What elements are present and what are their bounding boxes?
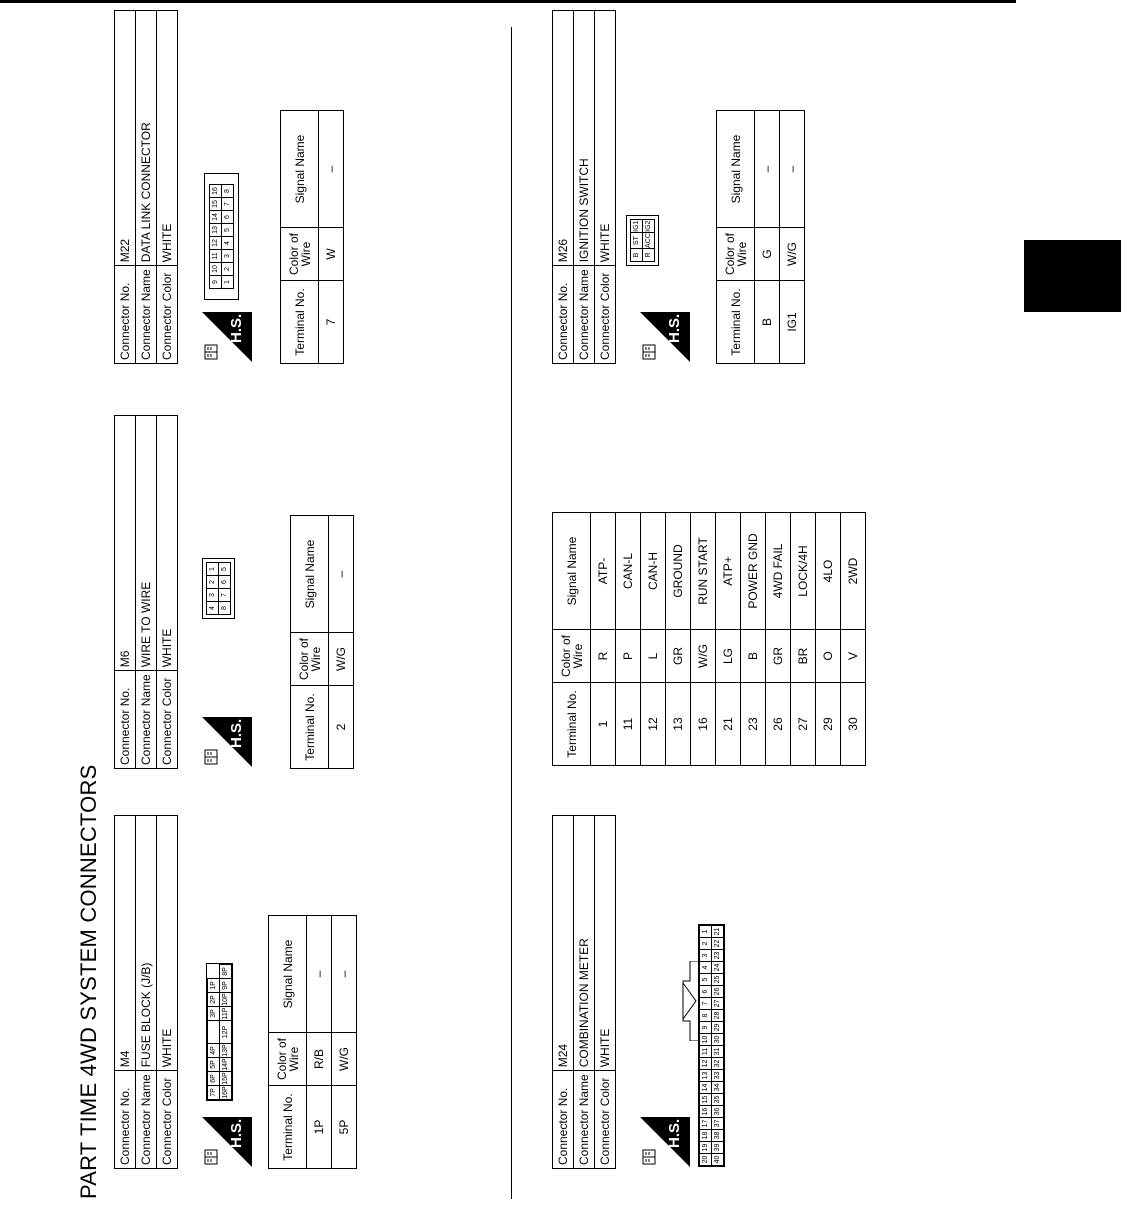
connector-info-m4: Connector No. M4 Connector Name FUSE BLOCK (J/B) Connector Color WHITE: [114, 815, 178, 1169]
connector-pin: 21: [712, 926, 724, 938]
connector-info-m26: Connector No. M26 Connector Name IGNITION SWITCH Connector Color WHITE: [552, 10, 616, 364]
connector-pin: 6: [700, 986, 712, 998]
connector-pin: 38: [712, 1130, 724, 1142]
connector-pin: 1: [700, 926, 712, 938]
connector-pin: 5: [700, 974, 712, 986]
signal-name-cell: –: [329, 516, 354, 633]
connector-pin: 28: [712, 1010, 724, 1022]
wire-color-cell: BR: [791, 630, 816, 683]
connector-pin: 16P: [220, 1086, 232, 1100]
connector-pin: 9: [210, 276, 222, 289]
connector-pin: 22: [712, 938, 724, 950]
connector-pin: 32: [712, 1058, 724, 1070]
table-row: [307, 916, 332, 1169]
connector-pin: 26: [712, 986, 724, 998]
terminal-no-cell: 30: [841, 683, 866, 766]
connector-block-m6: [114, 415, 348, 769]
table-row: [716, 513, 741, 766]
connector-pin: 30: [712, 1034, 724, 1046]
connector-pin: IG2: [643, 220, 655, 233]
connector-name: FUSE BLOCK (J/B): [136, 816, 157, 1071]
wire-color-cell: V: [841, 630, 866, 683]
terminal-no-cell: 23: [741, 683, 766, 766]
table-row: [591, 513, 616, 766]
connector-pin: 7P: [208, 1086, 220, 1100]
connector-pin: 5: [219, 563, 231, 576]
terminal-no-cell: 13: [666, 683, 691, 766]
connector-face-m6: [202, 558, 235, 619]
connector-pin: 31: [712, 1046, 724, 1058]
connector-pin: 4: [207, 602, 219, 615]
connector-pin: 2P: [208, 993, 220, 1007]
connector-pin: 3: [222, 250, 234, 263]
table-row: [766, 513, 791, 766]
table-row: [841, 513, 866, 766]
connector-pin: 16: [700, 1106, 712, 1118]
table-row: [691, 513, 716, 766]
connector-pin: 2: [207, 576, 219, 589]
connector-no: M4: [115, 816, 136, 1071]
wire-color-cell: R/B: [307, 1033, 332, 1086]
connector-pin: 11P: [220, 1007, 232, 1021]
connector-pin: 14: [700, 1082, 712, 1094]
connector-info-m24: Connector No. M24 Connector Name COMBINATION METER Connector Color WHITE: [552, 815, 616, 1169]
connector-pin: 5P: [208, 1058, 220, 1072]
signal-table-m22: Terminal No. Color of Wire Signal Name 7 W –: [280, 110, 344, 364]
signal-name-cell: 4LO: [816, 513, 841, 630]
connector-info-m6: Connector No. M6 Connector Name WIRE TO WIRE Connector Color WHITE: [114, 415, 178, 769]
terminal-no-cell: 7: [319, 281, 344, 364]
wire-color-cell: GR: [766, 630, 791, 683]
wire-color-cell: P: [616, 630, 641, 683]
connector-pin: 3: [207, 589, 219, 602]
connector-pin: 4P: [208, 1044, 220, 1058]
connector-info-m22: Connector No. M22 Connector Name DATA LINK CONNECTOR Connector Color WHITE: [114, 10, 178, 364]
harness-side-icon: H.S.: [202, 312, 252, 362]
harness-side-icon: H.S.: [640, 312, 690, 362]
terminal-no-cell: 11: [616, 683, 641, 766]
signal-table-m4: Terminal No. Color of Wire Signal Name 1P R/B – 5P W/G –: [268, 915, 357, 1169]
table-row: [319, 111, 344, 364]
signal-name-cell: ATP-: [591, 513, 616, 630]
signal-table-m24: Terminal No. Color of Wire Signal Name 1 R ATP- 11 P CAN-L 12 L CAN-H 13 GR GROUND 16 W/G RUN START 21 LG ATP+ 23 B POWER GND 26 GR 4WD FAIL 27 BR LOCK/4H 29 O 4LO 30 V 2WD: [552, 512, 866, 766]
connector-pin: 29: [712, 1022, 724, 1034]
connector-block-m24: [552, 815, 721, 1169]
connector-pin: 36: [712, 1106, 724, 1118]
connector-pin: 7: [700, 998, 712, 1010]
wire-color-cell: W/G: [329, 633, 354, 686]
wire-color-cell: LG: [716, 630, 741, 683]
terminal-no-cell: 21: [716, 683, 741, 766]
signal-table-m6: Terminal No. Color of Wire Signal Name 2 W/G –: [290, 515, 354, 769]
signal-name-cell: CAN-H: [641, 513, 666, 630]
harness-side-icon: H.S.: [202, 717, 252, 767]
connector-pin: ST: [631, 233, 643, 249]
harness-side-icon: H.S.: [640, 1117, 690, 1167]
table-row: [641, 513, 666, 766]
terminal-no-cell: 12: [641, 683, 666, 766]
connector-pin: [208, 1021, 220, 1044]
connector-face-m22: [204, 173, 239, 300]
connector-pin: IG1: [631, 220, 643, 233]
table-row: [791, 513, 816, 766]
signal-name-cell: –: [755, 111, 780, 228]
signal-block-m24: [552, 512, 866, 766]
table-row: [329, 516, 354, 769]
signal-name-cell: –: [319, 111, 344, 228]
connector-pin: 25: [712, 974, 724, 986]
connector-pin: 1P: [208, 979, 220, 993]
connector-pin: 8: [700, 1010, 712, 1022]
connector-pin: 33: [712, 1070, 724, 1082]
connector-face-m24: [698, 924, 725, 1167]
connector-pin: 7: [222, 198, 234, 211]
connector-block-m22: [114, 10, 338, 364]
signal-name-cell: ATP+: [716, 513, 741, 630]
connector-pin: 1: [207, 563, 219, 576]
terminal-no-cell: B: [755, 281, 780, 364]
connector-pin: 7: [219, 589, 231, 602]
signal-name-cell: –: [307, 916, 332, 1033]
terminal-no-cell: 16: [691, 683, 716, 766]
connector-pin: 16: [210, 185, 222, 198]
connector-face-m4: [206, 963, 233, 1101]
connector-pin: 14: [210, 211, 222, 224]
connector-pin: 13P: [220, 1044, 232, 1058]
connector-pin: R: [643, 249, 655, 262]
wire-color-cell: GR: [666, 630, 691, 683]
connector-pin: 8: [219, 602, 231, 615]
signal-name-cell: CAN-L: [616, 513, 641, 630]
connector-pin: 8P: [220, 965, 232, 979]
signal-name-cell: 2WD: [841, 513, 866, 630]
signal-name-cell: RUN START: [691, 513, 716, 630]
table-row: [780, 111, 805, 364]
signal-name-cell: LOCK/4H: [791, 513, 816, 630]
table-row: [616, 513, 641, 766]
connector-pin: 4: [700, 962, 712, 974]
connector-color: WHITE: [157, 816, 178, 1071]
table-row: [741, 513, 766, 766]
wire-color-cell: B: [741, 630, 766, 683]
terminal-no-cell: 1: [591, 683, 616, 766]
connector-pin: 13: [210, 224, 222, 237]
connector-pin: 3P: [208, 1007, 220, 1021]
connector-pin: 23: [712, 950, 724, 962]
terminal-no-cell: 2: [329, 686, 354, 769]
connector-pin: 27: [712, 998, 724, 1010]
connector-pin: 5: [222, 224, 234, 237]
connector-pin: 24: [712, 962, 724, 974]
connector-pin: 10: [700, 1034, 712, 1046]
connector-block-m26: [552, 10, 799, 364]
connector-pin: 19: [700, 1142, 712, 1154]
table-row: [666, 513, 691, 766]
connector-pin: 13: [700, 1070, 712, 1082]
connector-pin: 12P: [220, 1021, 232, 1044]
wire-color-cell: W/G: [332, 1033, 357, 1086]
connector-pin: 35: [712, 1094, 724, 1106]
connector-pin: 37: [712, 1118, 724, 1130]
connector-pin: 2: [222, 263, 234, 276]
terminal-no-cell: 1P: [307, 1086, 332, 1169]
wire-color-cell: L: [641, 630, 666, 683]
connector-pin: 12: [700, 1058, 712, 1070]
connector-pin: 34: [712, 1082, 724, 1094]
connector-pin: 6: [222, 211, 234, 224]
signal-name-cell: POWER GND: [741, 513, 766, 630]
connector-pin: ACC: [643, 233, 655, 249]
wire-color-cell: R: [591, 630, 616, 683]
connector-face-m26: [626, 215, 659, 266]
connector-pin: 1: [222, 276, 234, 289]
connector-pin: 2: [700, 938, 712, 950]
terminal-no-cell: IG1: [780, 281, 805, 364]
connector-pin: 15: [210, 198, 222, 211]
connector-pin: 40: [712, 1154, 724, 1166]
table-row: [332, 916, 357, 1169]
signal-name-cell: 4WD FAIL: [766, 513, 791, 630]
connector-pin: 3: [700, 950, 712, 962]
wire-color-cell: W/G: [691, 630, 716, 683]
connector-pin: 20: [700, 1154, 712, 1166]
connector-pin: 11: [700, 1046, 712, 1058]
connector-pin: 15: [700, 1094, 712, 1106]
wire-color-cell: O: [816, 630, 841, 683]
wire-color-cell: W: [319, 228, 344, 281]
connector-pin: 14P: [220, 1058, 232, 1072]
connector-pin: B: [631, 249, 643, 262]
signal-name-cell: GROUND: [666, 513, 691, 630]
connector-pin: 39: [712, 1142, 724, 1154]
terminal-no-cell: 26: [766, 683, 791, 766]
connector-pin: 10: [210, 263, 222, 276]
connector-pin: 6P: [208, 1072, 220, 1086]
wire-color-cell: G: [755, 228, 780, 281]
terminal-no-cell: 29: [816, 683, 841, 766]
connector-pin: 9P: [220, 979, 232, 993]
signal-name-cell: –: [780, 111, 805, 228]
terminal-no-cell: 5P: [332, 1086, 357, 1169]
connector-pin: 18: [700, 1130, 712, 1142]
connector-pin: 12: [210, 237, 222, 250]
harness-side-icon: H.S.: [202, 1117, 252, 1167]
connector-pin: 10P: [220, 993, 232, 1007]
connector-pin: 11: [210, 250, 222, 263]
signal-name-cell: –: [332, 916, 357, 1033]
connector-pin: 8: [222, 185, 234, 198]
connector-pin: 9: [700, 1022, 712, 1034]
table-row: [755, 111, 780, 364]
table-row: [816, 513, 841, 766]
terminal-no-cell: 27: [791, 683, 816, 766]
connector-pin: 15P: [220, 1072, 232, 1086]
page-title: PART TIME 4WD SYSTEM CONNECTORS: [76, 764, 101, 1199]
signal-table-m26: Terminal No. Color of Wire Signal Name B G – IG1 W/G –: [716, 110, 805, 364]
connector-pin: 6: [219, 576, 231, 589]
connector-pin: 17: [700, 1118, 712, 1130]
wire-color-cell: W/G: [780, 228, 805, 281]
connector-block-m4: [114, 815, 351, 1169]
connector-pin: 4: [222, 237, 234, 250]
